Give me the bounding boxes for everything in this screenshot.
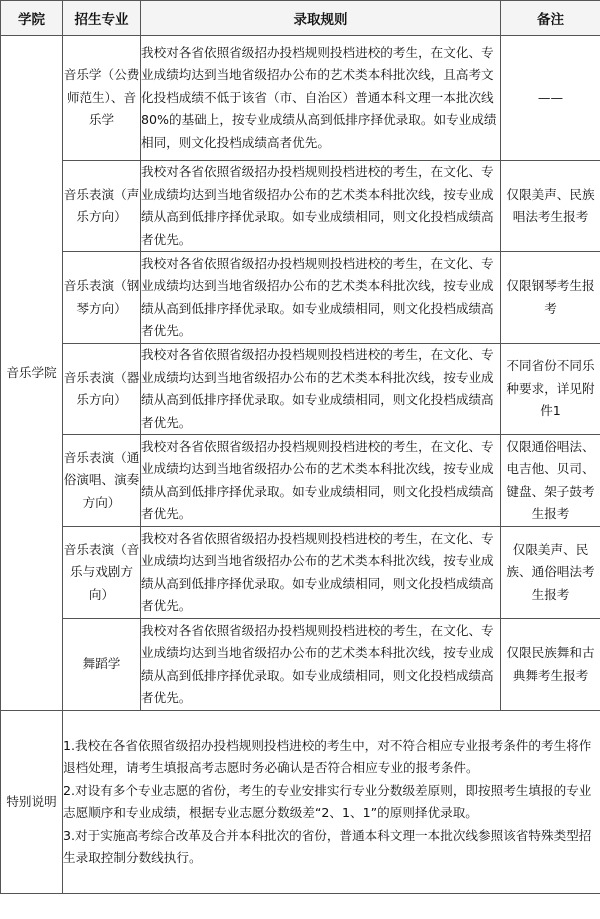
special-notes-content: [63, 711, 600, 894]
rule-cell: 我校对各省依照省级招办投档规则投档进校的考生，在文化、专业成绩均达到当地省级招办公布的艺术类本科批次线，按专业成绩从高到低排序择优录取。如专业成绩相同，则文化投档成绩高者优先。: [141, 252, 501, 344]
table-row: [1, 435, 600, 527]
major-cell: 舞蹈学: [63, 619, 141, 711]
note-cell: 不同省份不同乐种要求，详见附件1: [501, 344, 600, 435]
rule-cell: 我校对各省依照省级招办投档规则投档进校的考生，在文化、专业成绩均达到当地省级招办公布的艺术类本科批次线，按专业成绩从高到低排序择优录取。如专业成绩相同，则文化投档成绩高者优先。: [141, 161, 501, 252]
special-note-item: 1.我校在各省依照省级招办投档规则投档进校的考生中，对不符合相应专业报考条件的考生将作退档处理，请考生填报高考志愿时务必确认是否符合相应专业的报考条件。: [63, 737, 592, 775]
table-row: [1, 161, 600, 252]
special-notes-row: [1, 711, 600, 894]
rule-cell: 我校对各省依照省级招办投档规则投档进校的考生，在文化、专业成绩均达到当地省级招办公布的艺术类本科批次线，按专业成绩从高到低排序择优录取。如专业成绩相同，则文化投档成绩高者优先。: [141, 435, 501, 527]
note-cell: 仅限民族舞和古典舞考生报考: [501, 619, 600, 711]
rule-cell: 我校对各省依照省级招办投档规则投档进校的考生，在文化、专业成绩均达到当地省级招办公布的艺术类本科批次线，按专业成绩从高到低排序择优录取。如专业成绩相同，则文化投档成绩高者优先。: [141, 344, 501, 435]
rule-cell: 我校对各省依照省级招办投档规则投档进校的考生，在文化、专业成绩均达到当地省级招办公布的艺术类本科批次线，按专业成绩从高到低排序择优录取。如专业成绩相同，则文化投档成绩高者优先。: [141, 527, 501, 619]
major-cell: 音乐表演（通俗演唱、演奏方向）: [63, 435, 141, 527]
major-cell: 音乐表演（音乐与戏剧方向）: [63, 527, 141, 619]
header-rule: 录取规则: [141, 1, 501, 36]
major-cell: 音乐表演（钢琴方向）: [63, 252, 141, 344]
special-notes-label: 特别说明: [1, 711, 63, 894]
college-name: 音乐学院: [1, 36, 63, 711]
table-header-row: [1, 1, 600, 36]
table-row: [1, 252, 600, 344]
major-cell: 音乐表演（声乐方向）: [63, 161, 141, 252]
header-note: 备注: [501, 1, 600, 36]
table-row: [1, 36, 600, 161]
table-row: [1, 344, 600, 435]
note-cell: 仅限钢琴考生报考: [501, 252, 600, 344]
note-cell: ——: [501, 36, 600, 161]
header-major: 招生专业: [63, 1, 141, 36]
note-cell: 仅限美声、民族唱法考生报考: [501, 161, 600, 252]
rule-cell: 我校对各省依照省级招办投档规则投档进校的考生，在文化、专业成绩均达到当地省级招办公布的艺术类本科批次线，按专业成绩从高到低排序择优录取。如专业成绩相同，则文化投档成绩高者优先。: [141, 619, 501, 711]
table-row: [1, 527, 600, 619]
special-note-item: 3.对于实施高考综合改革及合并本科批次的省份，普通本科文理一本批次线参照该省特殊类型招生录取控制分数线执行。: [63, 827, 592, 865]
header-college: 学院: [1, 1, 63, 36]
note-cell: 仅限通俗唱法、电吉他、贝司、键盘、架子鼓考生报考: [501, 435, 600, 527]
table-row: [1, 619, 600, 711]
note-cell: 仅限美声、民族、通俗唱法考生报考: [501, 527, 600, 619]
major-cell: 音乐表演（器乐方向）: [63, 344, 141, 435]
special-note-item: 2.对设有多个专业志愿的省份，考生的专业安排实行专业分数级差原则，即按照考生填报的专业志愿顺序和专业成绩，根据专业志愿分数级差“2、1、1”的原则择优录取。: [63, 782, 592, 820]
major-cell: 音乐学（公费师范生）、音乐学: [63, 36, 141, 161]
rule-cell: 我校对各省依照省级招办投档规则投档进校的考生，在文化、专业成绩均达到当地省级招办公布的艺术类本科批次线，且高考文化投档成绩不低于该省（市、自治区）普通本科文理一本批次线80%的基础上，按专业成绩从高到低排序择优录取。如专业成绩相同，则文化投档成绩高者优先。: [141, 36, 501, 161]
